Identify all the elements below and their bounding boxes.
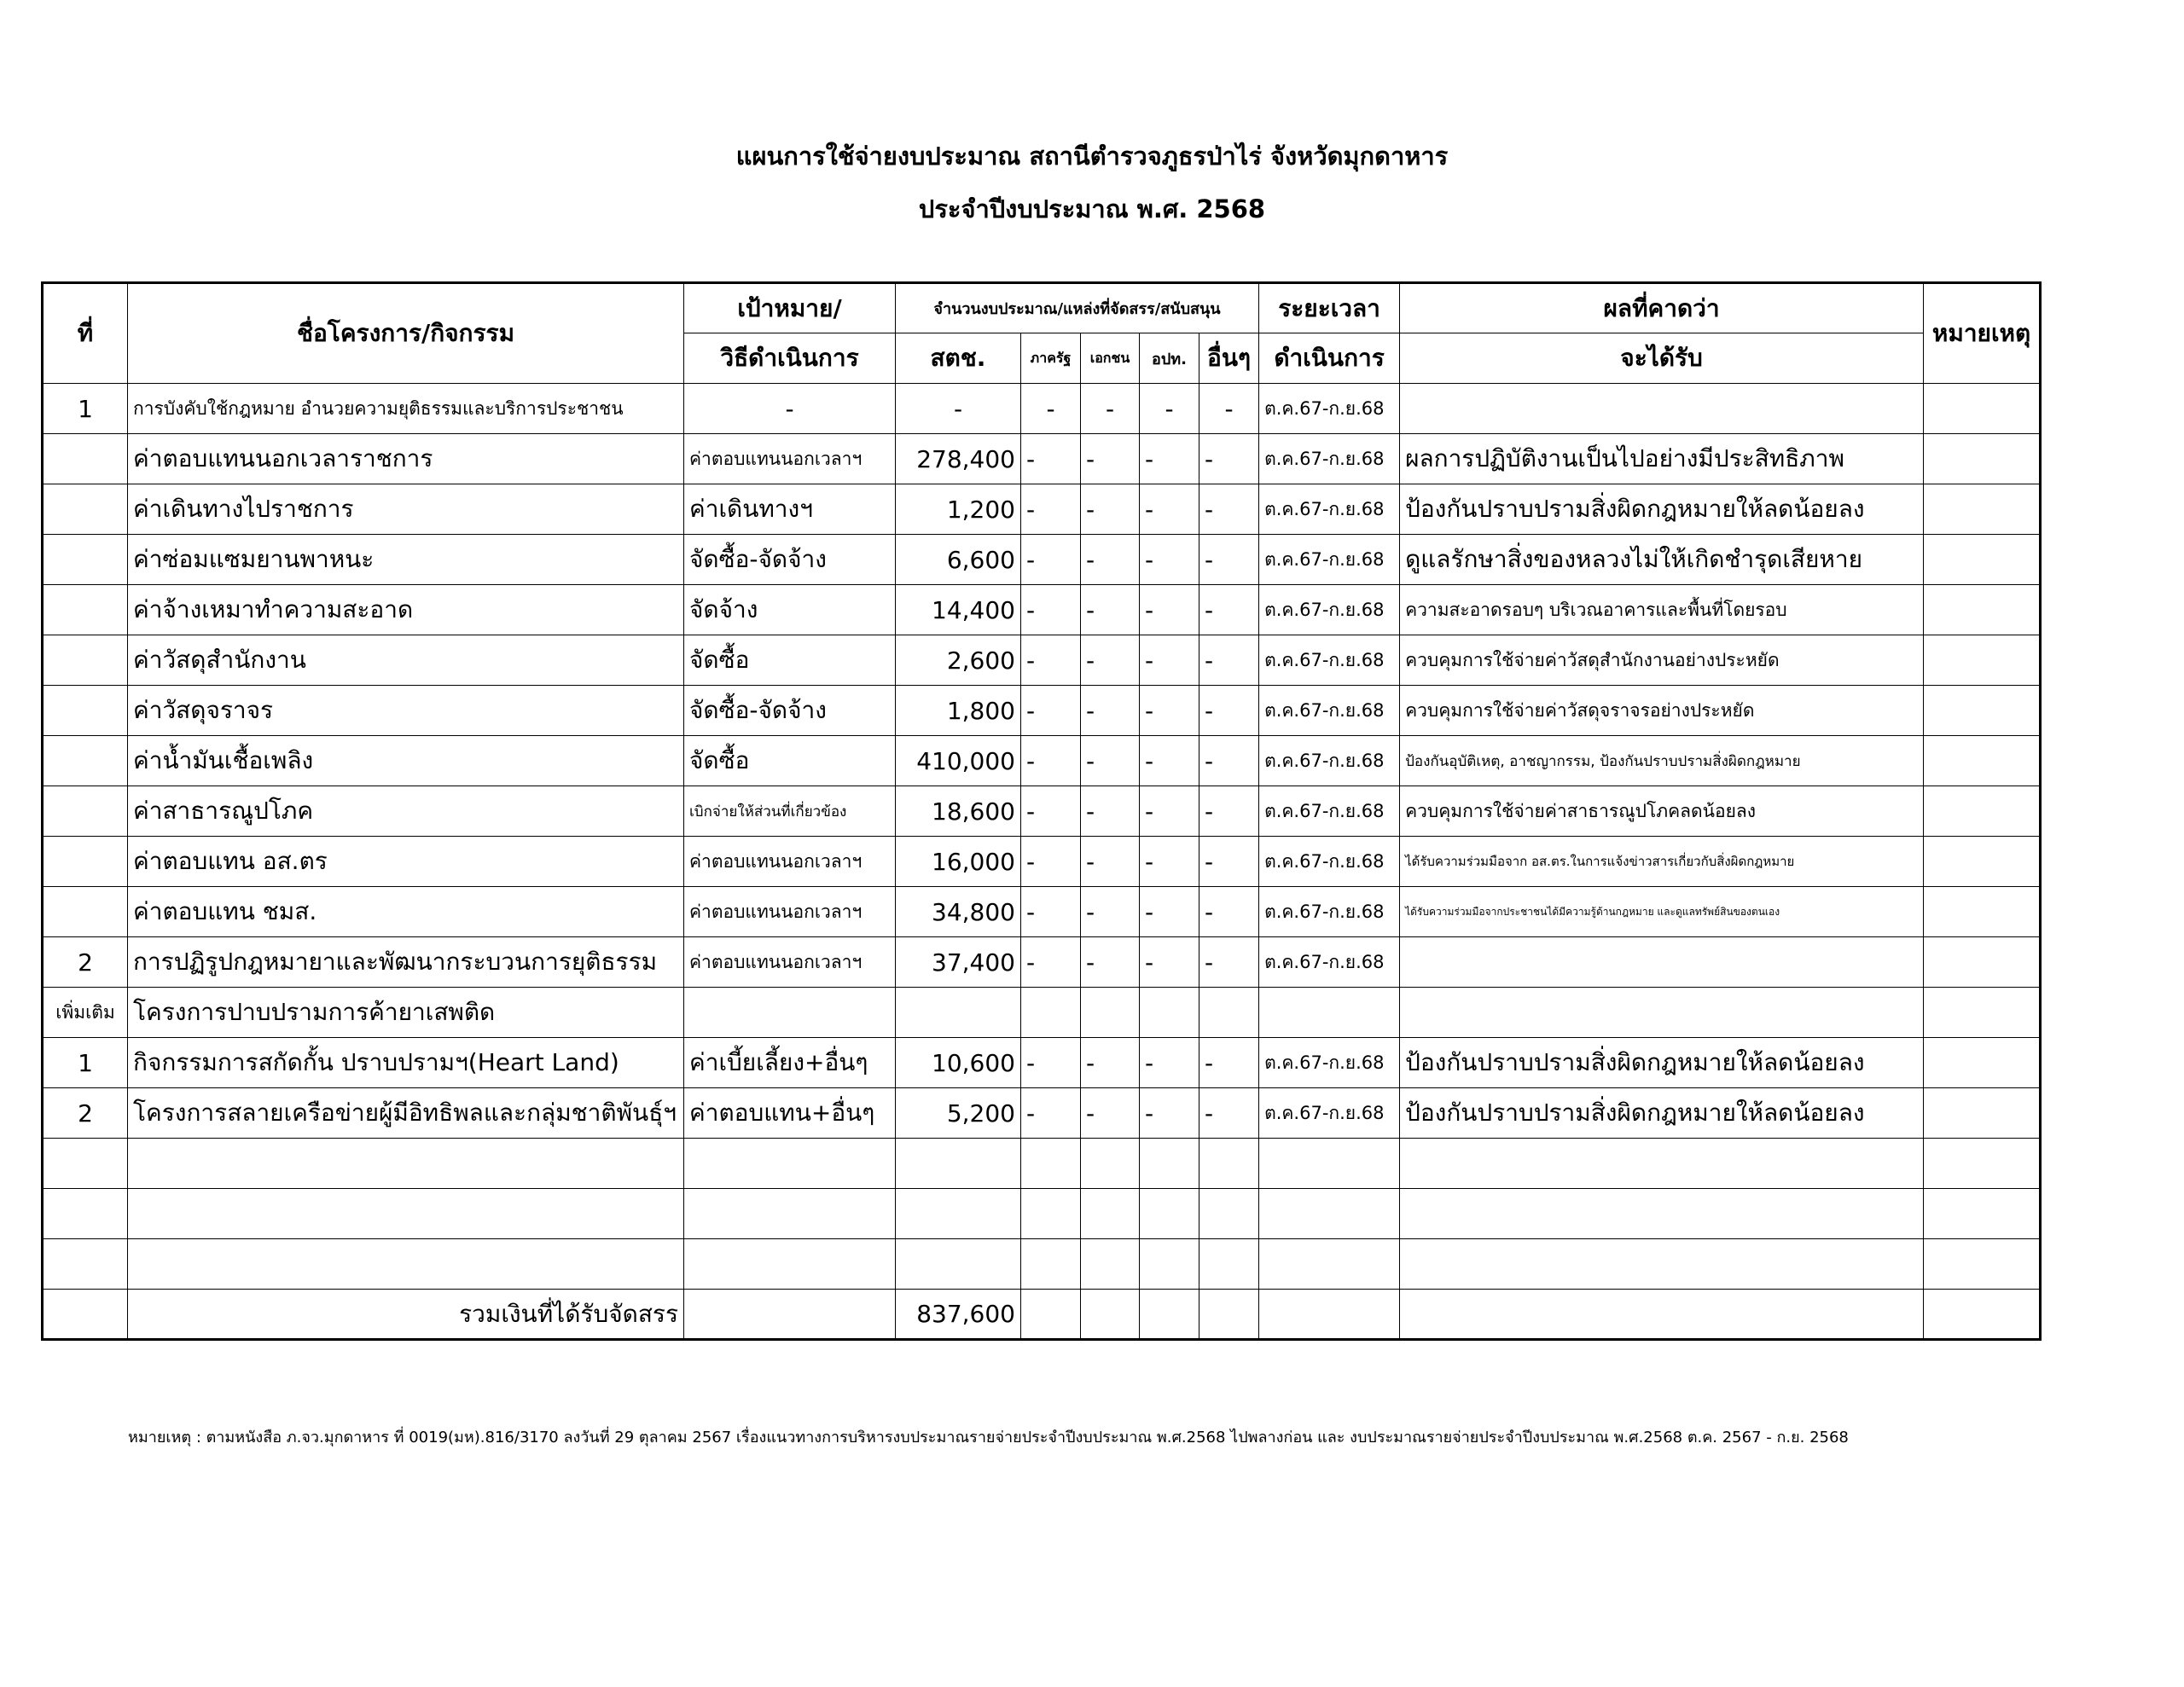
cell-private: - <box>1081 535 1140 585</box>
cell-result: ได้รับความร่วมมือจาก อส.ตร.ในการแจ้งข่าวสารเกี่ยวกับสิ่งผิดกฎหมาย <box>1400 837 1924 887</box>
cell-private: - <box>1081 686 1140 736</box>
header-result-line2: จะได้รับ <box>1400 333 1924 384</box>
cell-other: - <box>1199 1038 1259 1088</box>
cell-state: - <box>1021 1088 1081 1139</box>
cell-result: ควบคุมการใช้จ่ายค่าวัสดุจราจรอย่างประหยัด <box>1400 686 1924 736</box>
header-remark: หมายเหตุ <box>1924 283 2041 384</box>
cell-local: - <box>1140 535 1199 585</box>
cell-period: ต.ค.67-ก.ย.68 <box>1259 585 1400 635</box>
cell-private: - <box>1081 434 1140 484</box>
cell-method: ค่าตอบแทน+อื่นๆ <box>684 1088 896 1139</box>
cell-private: - <box>1081 736 1140 786</box>
cell-project: ค่าน้ำมันเชื้อเพลิง <box>128 736 684 786</box>
cell-no <box>43 837 128 887</box>
table-row <box>43 736 2041 786</box>
cell-other: - <box>1199 887 1259 937</box>
cell-result: ป้องกันอุบัติเหตุ, อาชญากรรม, ป้องกันปราบปรามสิ่งผิดกฎหมาย <box>1400 736 1924 786</box>
total-label: รวมเงินที่ได้รับจัดสรร <box>128 1290 684 1340</box>
header-period-line2: ดำเนินการ <box>1259 333 1400 384</box>
cell-result: ควบคุมการใช้จ่ายค่าวัสดุสำนักงานอย่างประหยัด <box>1400 635 1924 686</box>
cell-amount: 2,600 <box>896 635 1021 686</box>
cell-remark <box>1924 786 2041 837</box>
cell-other: - <box>1199 484 1259 535</box>
cell-result: ดูแลรักษาสิ่งของหลวงไม่ให้เกิดชำรุดเสียหาย <box>1400 535 1924 585</box>
cell-project: กิจกรรมการสกัดกั้น ปราบปรามฯ(Heart Land) <box>128 1038 684 1088</box>
footnote: หมายเหตุ : ตามหนังสือ ภ.จว.มุกดาหาร ที่ 0019(มห).816/3170 ลงวันที่ 29 ตุลาคม 2567 เรื่องแนวทางการบริหารงบประมาณรายจ่ายประจำปีงบประมาณ พ.ศ.2568 ไปพลางก่อน และ งบประมาณรายจ่ายประจำปีงบประมาณ พ.ศ.2568 ต.ค. 2567 - ก.ย. 2568 <box>128 1429 1849 1446</box>
cell-state: - <box>1021 837 1081 887</box>
cell-local: - <box>1140 384 1199 434</box>
cell-remark <box>1924 736 2041 786</box>
cell-result <box>1400 384 1924 434</box>
cell-private: - <box>1081 635 1140 686</box>
cell-period: ต.ค.67-ก.ย.68 <box>1259 837 1400 887</box>
cell-amount: 410,000 <box>896 736 1021 786</box>
table-row <box>43 384 2041 434</box>
cell-project: การปฏิรูปกฎหมายาและพัฒนากระบวนการยุติธรรม <box>128 937 684 988</box>
cell-period: ต.ค.67-ก.ย.68 <box>1259 434 1400 484</box>
cell-local: - <box>1140 686 1199 736</box>
cell-amount: 16,000 <box>896 837 1021 887</box>
cell-local: - <box>1140 937 1199 988</box>
cell-local: - <box>1140 635 1199 686</box>
cell-period: ต.ค.67-ก.ย.68 <box>1259 1088 1400 1139</box>
cell-no: 2 <box>43 937 128 988</box>
cell-local: - <box>1140 1088 1199 1139</box>
cell-remark <box>1924 384 2041 434</box>
document-subtitle: ประจำปีงบประมาณ พ.ศ. 2568 <box>918 194 1266 223</box>
cell-state: - <box>1021 736 1081 786</box>
cell-remark <box>1924 1088 2041 1139</box>
cell-other: - <box>1199 1088 1259 1139</box>
header-state: ภาครัฐ <box>1021 333 1081 384</box>
cell-local: - <box>1140 484 1199 535</box>
cell-remark <box>1924 988 2041 1038</box>
header-no: ที่ <box>43 283 128 384</box>
cell-method: ค่าตอบแทนนอกเวลาฯ <box>684 937 896 988</box>
cell-remark <box>1924 484 2041 535</box>
cell-period: ต.ค.67-ก.ย.68 <box>1259 786 1400 837</box>
cell-private: - <box>1081 937 1140 988</box>
table-row <box>43 837 2041 887</box>
table-row <box>43 887 2041 937</box>
cell-result: ความสะอาดรอบๆ บริเวณอาคารและพื้นที่โดยรอบ <box>1400 585 1924 635</box>
cell-remark <box>1924 535 2041 585</box>
cell-local: - <box>1140 887 1199 937</box>
cell-state: - <box>1021 1038 1081 1088</box>
cell-state: - <box>1021 937 1081 988</box>
cell-other: - <box>1199 686 1259 736</box>
cell-state <box>1021 988 1081 1038</box>
cell-project: ค่าสาธารณูปโภค <box>128 786 684 837</box>
header-target-line2: วิธีดำเนินการ <box>684 333 896 384</box>
cell-project: โครงการสลายเครือข่ายผู้มีอิทธิพลและกลุ่มชาติพันธุ์ฯ <box>128 1088 684 1139</box>
cell-method: จัดซื้อ <box>684 736 896 786</box>
total-row <box>43 1290 2041 1340</box>
cell-private: - <box>1081 1038 1140 1088</box>
cell-remark <box>1924 937 2041 988</box>
cell-state: - <box>1021 786 1081 837</box>
cell-amount <box>896 988 1021 1038</box>
table-row <box>43 1038 2041 1088</box>
cell-remark <box>1924 635 2041 686</box>
cell-remark <box>1924 585 2041 635</box>
cell-period: ต.ค.67-ก.ย.68 <box>1259 484 1400 535</box>
cell-private: - <box>1081 384 1140 434</box>
cell-result: ได้รับความร่วมมือจากประชาชนได้มีความรู้ด้านกฎหมาย และดูแลทรัพย์สินของตนเอง <box>1400 887 1924 937</box>
cell-result <box>1400 937 1924 988</box>
cell-method: จัดซื้อ-จัดจ้าง <box>684 535 896 585</box>
table-row <box>43 1088 2041 1139</box>
cell-method <box>684 988 896 1038</box>
cell-amount: 1,200 <box>896 484 1021 535</box>
cell-remark <box>1924 686 2041 736</box>
cell-period: ต.ค.67-ก.ย.68 <box>1259 937 1400 988</box>
cell-method: เบิกจ่ายให้ส่วนที่เกี่ยวข้อง <box>684 786 896 837</box>
cell-amount: 34,800 <box>896 887 1021 937</box>
cell-remark <box>1924 887 2041 937</box>
cell-state: - <box>1021 686 1081 736</box>
cell-method: ค่าตอบแทนนอกเวลาฯ <box>684 837 896 887</box>
cell-amount: - <box>896 384 1021 434</box>
cell-state: - <box>1021 384 1081 434</box>
header-project: ชื่อโครงการ/กิจกรรม <box>128 283 684 384</box>
cell-amount: 14,400 <box>896 585 1021 635</box>
cell-period: ต.ค.67-ก.ย.68 <box>1259 635 1400 686</box>
cell-other <box>1199 988 1259 1038</box>
cell-period: ต.ค.67-ก.ย.68 <box>1259 1038 1400 1088</box>
document-title: แผนการใช้จ่ายงบประมาณ สถานีตำรวจภูธรป่าไร่ จังหวัดมุกดาหาร <box>735 142 1449 171</box>
cell-method: - <box>684 384 896 434</box>
cell-period: ต.ค.67-ก.ย.68 <box>1259 535 1400 585</box>
header-local: อปท. <box>1140 333 1199 384</box>
cell-private: - <box>1081 484 1140 535</box>
cell-private: - <box>1081 786 1140 837</box>
cell-project: ค่าเดินทางไปราชการ <box>128 484 684 535</box>
cell-no: 2 <box>43 1088 128 1139</box>
cell-local <box>1140 988 1199 1038</box>
cell-result <box>1400 988 1924 1038</box>
cell-remark <box>1924 837 2041 887</box>
table-row <box>43 937 2041 988</box>
cell-no <box>43 786 128 837</box>
cell-local: - <box>1140 736 1199 786</box>
cell-local: - <box>1140 786 1199 837</box>
cell-other: - <box>1199 535 1259 585</box>
cell-other: - <box>1199 434 1259 484</box>
cell-result: ป้องกันปราบปรามสิ่งผิดกฎหมายให้ลดน้อยลง <box>1400 1038 1924 1088</box>
cell-project: ค่าตอบแทน ชมส. <box>128 887 684 937</box>
cell-state: - <box>1021 635 1081 686</box>
cell-method: ค่าตอบแทนนอกเวลาฯ <box>684 887 896 937</box>
cell-state: - <box>1021 887 1081 937</box>
cell-state: - <box>1021 484 1081 535</box>
cell-other: - <box>1199 937 1259 988</box>
cell-private: - <box>1081 887 1140 937</box>
cell-period: ต.ค.67-ก.ย.68 <box>1259 887 1400 937</box>
cell-other: - <box>1199 585 1259 635</box>
header-result-line1: ผลที่คาดว่า <box>1400 283 1924 333</box>
cell-amount: 37,400 <box>896 937 1021 988</box>
table-row <box>43 585 2041 635</box>
cell-project: ค่าวัสดุสำนักงาน <box>128 635 684 686</box>
cell-amount: 278,400 <box>896 434 1021 484</box>
empty-row <box>43 1139 2041 1189</box>
cell-amount: 1,800 <box>896 686 1021 736</box>
cell-result: ควบคุมการใช้จ่ายค่าสาธารณูปโภคลดน้อยลง <box>1400 786 1924 837</box>
cell-no <box>43 484 128 535</box>
empty-row <box>43 1239 2041 1290</box>
cell-amount: 10,600 <box>896 1038 1021 1088</box>
cell-other: - <box>1199 786 1259 837</box>
cell-method: จัดจ้าง <box>684 585 896 635</box>
cell-project: ค่าตอบแทน อส.ตร <box>128 837 684 887</box>
cell-method: ค่าตอบแทนนอกเวลาฯ <box>684 434 896 484</box>
empty-row <box>43 1189 2041 1239</box>
table-row <box>43 988 2041 1038</box>
table-row <box>43 786 2041 837</box>
cell-period: ต.ค.67-ก.ย.68 <box>1259 384 1400 434</box>
header-private: เอกชน <box>1081 333 1140 384</box>
cell-no <box>43 535 128 585</box>
cell-no <box>43 887 128 937</box>
header-stc: สตช. <box>896 333 1021 384</box>
cell-project: การบังคับใช้กฎหมาย อำนวยความยุติธรรมและบริการประชาชน <box>128 384 684 434</box>
cell-method: ค่าเบี้ยเลี้ยง+อื่นๆ <box>684 1038 896 1088</box>
cell-period: ต.ค.67-ก.ย.68 <box>1259 686 1400 736</box>
cell-result: ป้องกันปราบปรามสิ่งผิดกฎหมายให้ลดน้อยลง <box>1400 1088 1924 1139</box>
cell-result: ป้องกันปราบปรามสิ่งผิดกฎหมายให้ลดน้อยลง <box>1400 484 1924 535</box>
table-row <box>43 434 2041 484</box>
cell-project: โครงการปาบปรามการค้ายาเสพติด <box>128 988 684 1038</box>
cell-local: - <box>1140 585 1199 635</box>
cell-project: ค่าซ่อมแซมยานพาหนะ <box>128 535 684 585</box>
cell-result: ผลการปฏิบัติงานเป็นไปอย่างมีประสิทธิภาพ <box>1400 434 1924 484</box>
cell-project: ค่าจ้างเหมาทำความสะอาด <box>128 585 684 635</box>
cell-other: - <box>1199 384 1259 434</box>
cell-remark <box>1924 434 2041 484</box>
cell-private: - <box>1081 837 1140 887</box>
cell-period: ต.ค.67-ก.ย.68 <box>1259 736 1400 786</box>
cell-state: - <box>1021 535 1081 585</box>
table-row <box>43 686 2041 736</box>
cell-method: ค่าเดินทางฯ <box>684 484 896 535</box>
cell-private <box>1081 988 1140 1038</box>
cell-no <box>43 434 128 484</box>
cell-private: - <box>1081 585 1140 635</box>
cell-no <box>43 635 128 686</box>
cell-no <box>43 585 128 635</box>
cell-private: - <box>1081 1088 1140 1139</box>
cell-method: จัดซื้อ <box>684 635 896 686</box>
cell-method: จัดซื้อ-จัดจ้าง <box>684 686 896 736</box>
header-target-line1: เป้าหมาย/ <box>684 283 896 333</box>
cell-local: - <box>1140 1038 1199 1088</box>
cell-no: 1 <box>43 384 128 434</box>
cell-other: - <box>1199 837 1259 887</box>
budget-table <box>41 281 2042 1341</box>
table-row <box>43 484 2041 535</box>
cell-state: - <box>1021 434 1081 484</box>
cell-no <box>43 736 128 786</box>
cell-local: - <box>1140 837 1199 887</box>
header-period-line1: ระยะเวลา <box>1259 283 1400 333</box>
cell-no: เพิ่มเติม <box>43 988 128 1038</box>
table-row <box>43 635 2041 686</box>
cell-amount: 5,200 <box>896 1088 1021 1139</box>
cell-period <box>1259 988 1400 1038</box>
cell-remark <box>1924 1038 2041 1088</box>
cell-other: - <box>1199 635 1259 686</box>
header-budget-group: จำนวนงบประมาณ/แหล่งที่จัดสรร/สนับสนุน <box>896 283 1259 333</box>
cell-project: ค่าตอบแทนนอกเวลาราชการ <box>128 434 684 484</box>
cell-other: - <box>1199 736 1259 786</box>
cell-state: - <box>1021 585 1081 635</box>
cell-project: ค่าวัสดุจราจร <box>128 686 684 736</box>
cell-local: - <box>1140 434 1199 484</box>
header-other: อื่นๆ <box>1199 333 1259 384</box>
cell-no: 1 <box>43 1038 128 1088</box>
cell-amount: 18,600 <box>896 786 1021 837</box>
cell-amount: 6,600 <box>896 535 1021 585</box>
table-row <box>43 535 2041 585</box>
total-amount: 837,600 <box>896 1290 1021 1340</box>
cell-no <box>43 686 128 736</box>
